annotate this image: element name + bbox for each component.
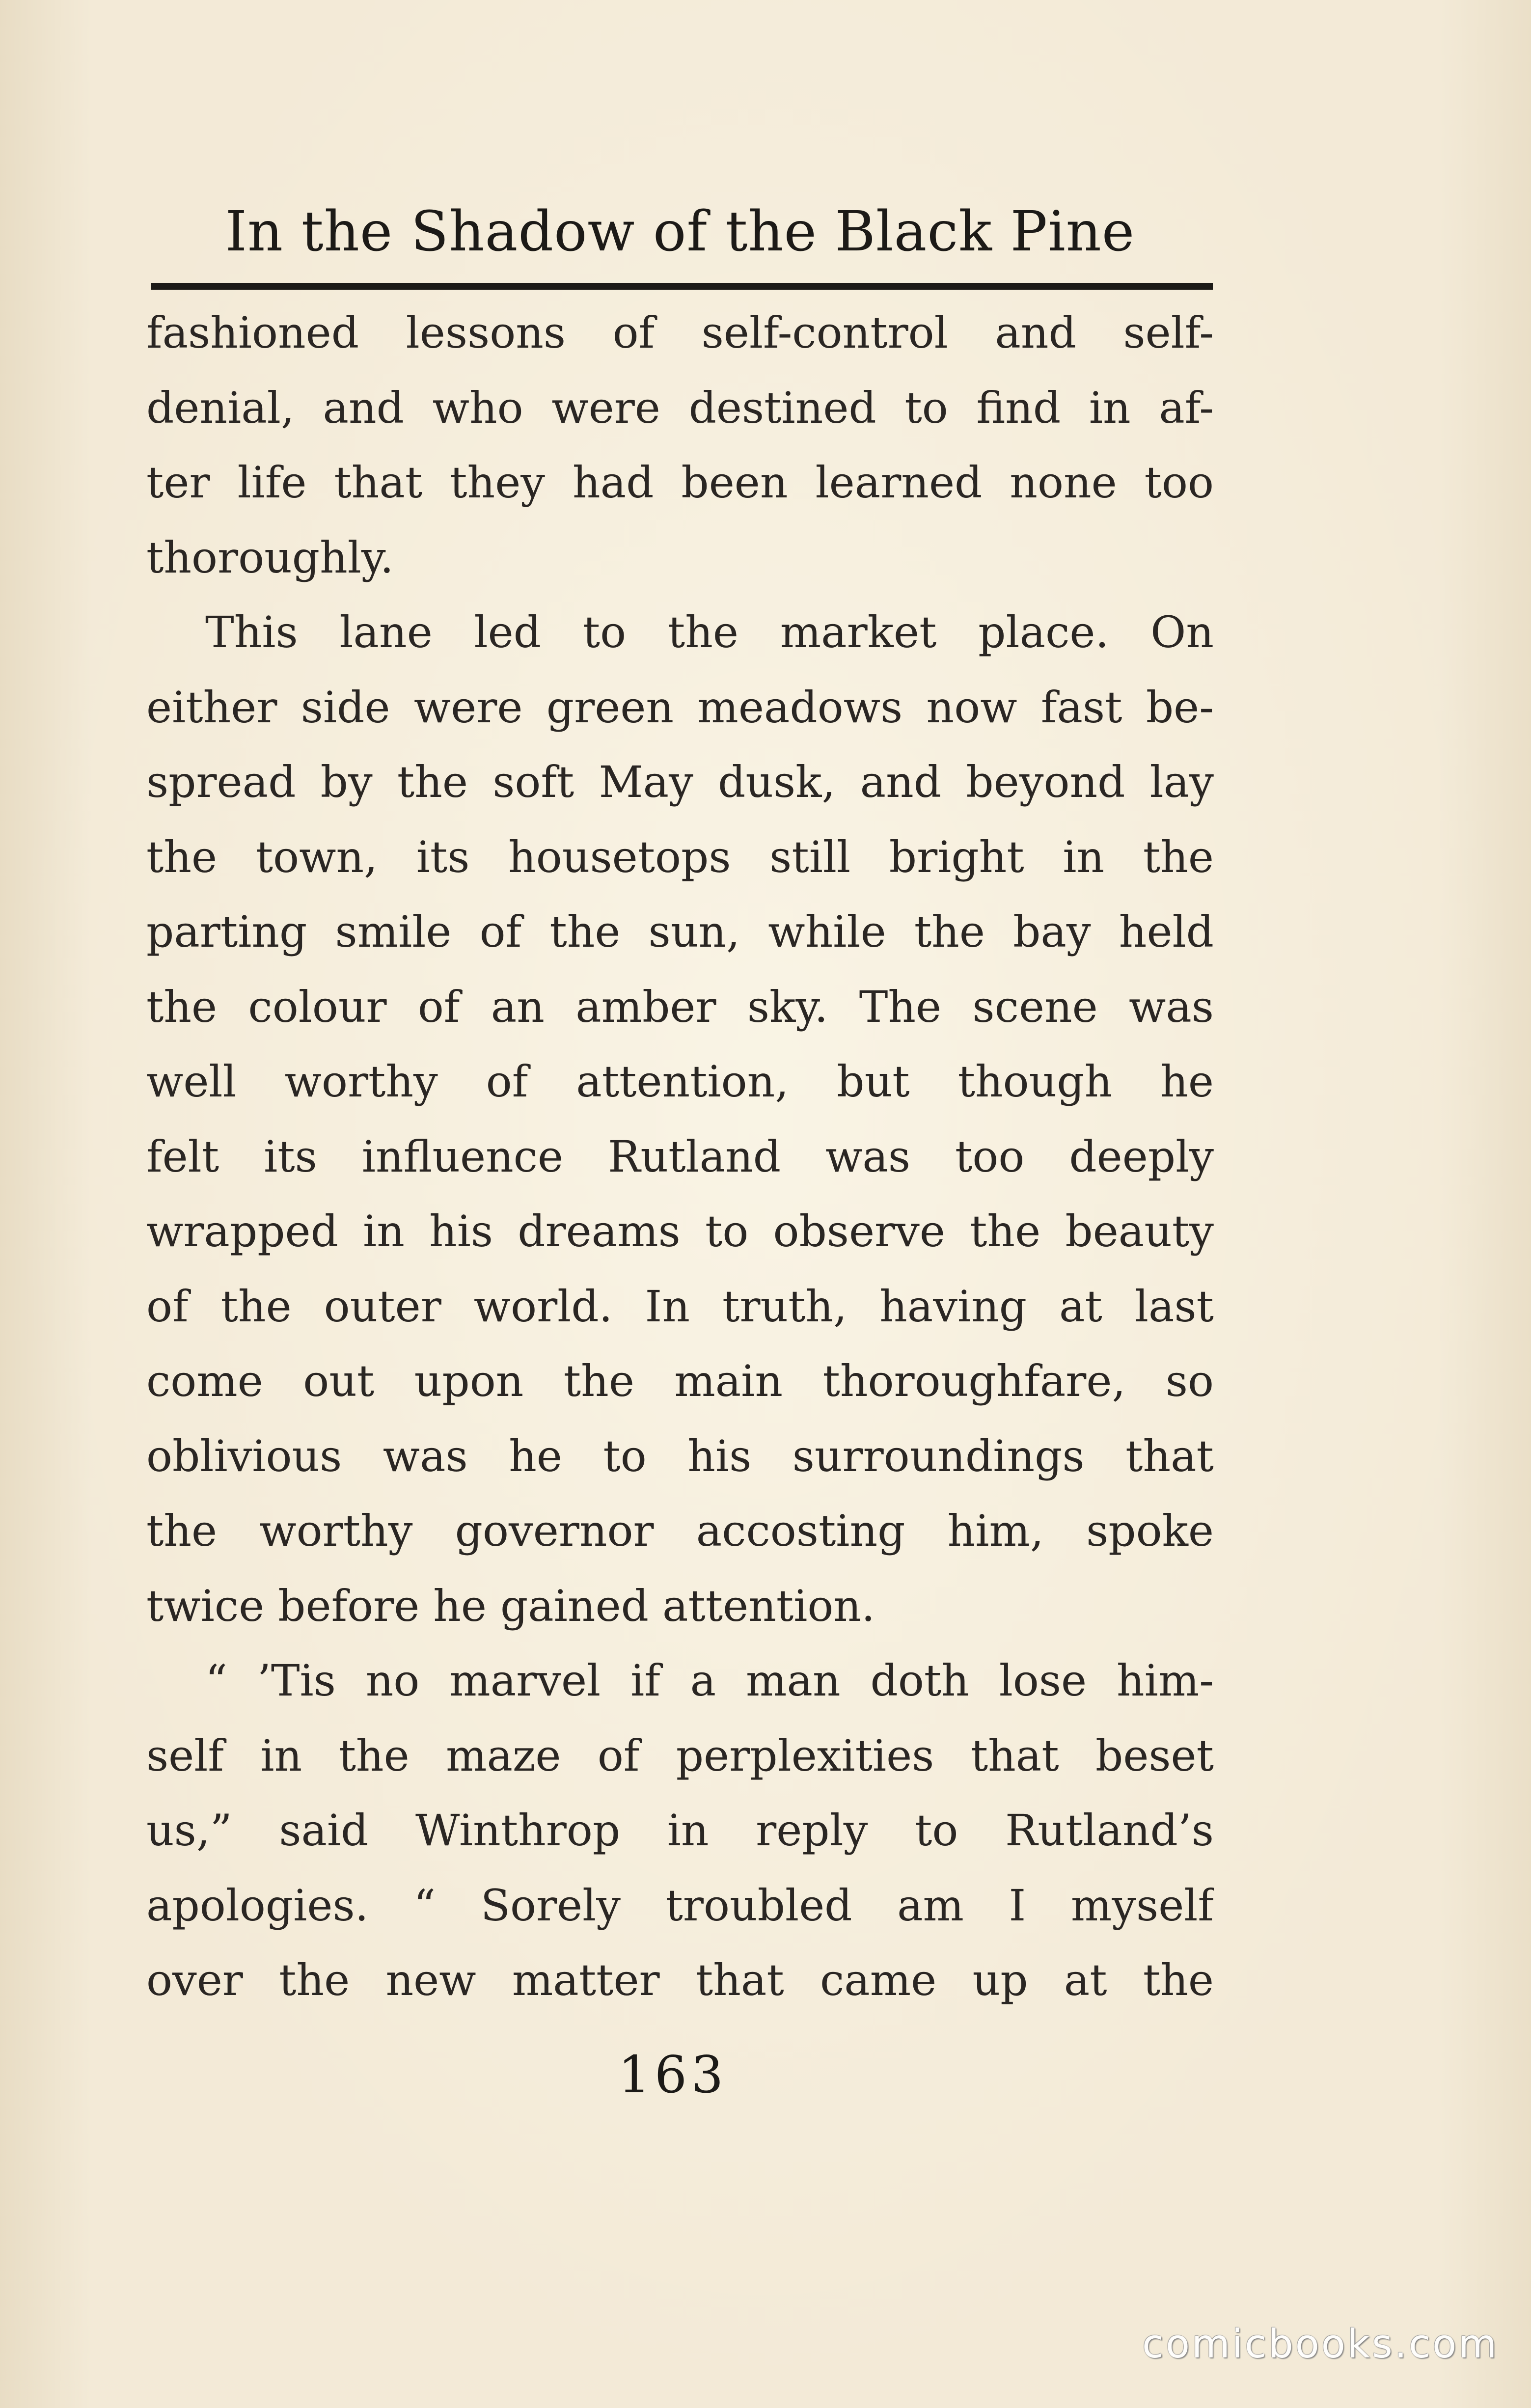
text-line: thoroughly. <box>146 532 394 583</box>
text-line: “ ’Tis no marvel if a man doth lose him- <box>205 1655 1214 1706</box>
text-line: wrapped in his dreams to observe the beauty <box>146 1206 1214 1257</box>
text-line: denial, and who were destined to find in af- <box>146 382 1214 433</box>
running-head: In the Shadow of the Black Pine <box>225 200 1135 264</box>
text-line: ter life that they had been learned none too <box>146 457 1214 508</box>
text-line: self in the maze of perplexities that beset <box>146 1730 1214 1781</box>
text-line: twice before he gained attention. <box>146 1580 875 1631</box>
header-rule <box>151 283 1213 290</box>
text-line: us,” said Winthrop in reply to Rutland’s <box>146 1805 1214 1856</box>
text-line: spread by the soft May dusk, and beyond lay <box>146 757 1214 807</box>
text-line: parting smile of the sun, while the bay held <box>146 906 1214 957</box>
paragraph <box>146 296 1214 595</box>
watermark-logo: comicbooks.com <box>1142 2321 1499 2367</box>
text-line: apologies. “ Sorely troubled am I myself <box>146 1880 1214 1931</box>
text-line: This lane led to the market place. On <box>205 607 1214 657</box>
text-line: over the new matter that came up at the <box>146 1955 1214 2005</box>
text-line: either side were green meadows now fast be- <box>146 682 1214 733</box>
text-line: the town, its housetops still bright in the <box>146 831 1214 882</box>
text-line: come out upon the main thoroughfare, so <box>146 1356 1214 1406</box>
page-number: 163 <box>618 2045 728 2105</box>
text-line: oblivious was he to his surroundings that <box>146 1430 1214 1481</box>
paragraph <box>146 595 1214 1643</box>
body-text <box>146 296 1214 2018</box>
paragraph <box>146 1643 1214 2018</box>
text-line: of the outer world. In truth, having at last <box>146 1281 1214 1332</box>
text-line: the worthy governor accosting him, spoke <box>146 1505 1214 1556</box>
text-line: well worthy of attention, but though he <box>146 1056 1214 1107</box>
text-line: fashioned lessons of self-control and self- <box>146 307 1214 358</box>
text-line: felt its influence Rutland was too deeply <box>146 1131 1214 1182</box>
text-line: the colour of an amber sky. The scene was <box>146 981 1214 1032</box>
